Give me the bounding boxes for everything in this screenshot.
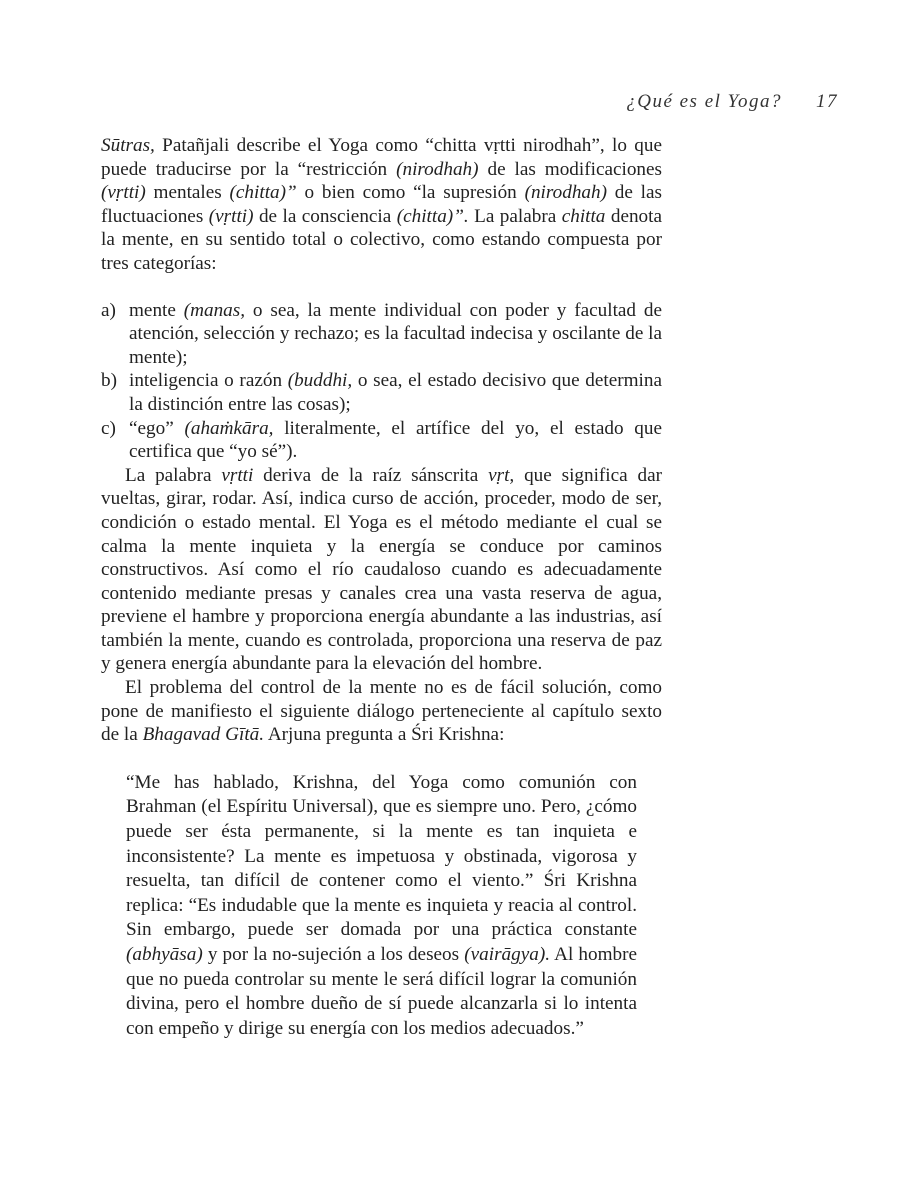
- list-a-t2: (manas,: [183, 299, 246, 321]
- list-item-c: [101, 417, 662, 464]
- list-label-a: a): [101, 299, 116, 321]
- quote-text: [126, 771, 637, 1042]
- page-body: [101, 134, 662, 1041]
- p1-t16: denota la mente, en su sentido total o colectivo, como estando compuesta por tres categorías:: [101, 205, 662, 274]
- list-a-t1: mente: [129, 299, 184, 321]
- p1-t8: o bien como “la supresión: [296, 182, 525, 204]
- paragraph-1: [101, 134, 662, 276]
- p1-t1: Sūtras,: [101, 135, 155, 156]
- p2-t5: que significa dar vueltas, girar, rodar. Así, indica curso de acción, proceder, modo de ser, condición o estado mental. El Yoga es el método mediante el cual se calma la mente inquieta y la energía se conduce por caminos constructivos. Así como el río caudaloso cuando es adecuadamente contenido mediante presas y canales crea una vasta reserva de agua, previene el hambre y proporciona energía abundante a las industrias, así también la mente, cuando es controlada, proporciona una reserva de paz y genera energía abundante para la elevación del hombre.: [101, 464, 662, 675]
- list-label-b: b): [101, 370, 117, 392]
- list-item-b: [101, 369, 662, 416]
- list-a-t3: o sea, la mente individual con poder y facultad de atención, selección y rechazo; es la facultad indecisa y oscilante de la mente);: [129, 299, 662, 368]
- category-list: [101, 299, 662, 464]
- p3-t3: Arjuna pregunta a Śri Krishna:: [264, 724, 505, 746]
- p2-t1: La palabra: [125, 464, 222, 486]
- p1-t5: (vṛtti): [101, 182, 146, 204]
- p1-t12: de la consciencia: [253, 205, 397, 227]
- list-b-t3: o sea, el estado decisivo que determina la distinción entre las cosas);: [129, 370, 662, 415]
- quote-t4: (vairāgya).: [464, 944, 551, 965]
- block-quote: [126, 771, 637, 1042]
- p1-t15: chitta: [561, 205, 606, 227]
- list-b-t1: inteligencia o razón: [129, 370, 288, 392]
- list-item-a: [101, 299, 662, 370]
- paragraph-2: [101, 464, 662, 676]
- list-c-t2: (ahaṁkāra,: [184, 417, 274, 439]
- quote-t2: (abhyāsa): [126, 944, 203, 965]
- quote-t1: “Me has hablado, Krishna, del Yoga como comunión con Brahman (el Espíritu Universal), que es siempre uno. Pero, ¿cómo puede ser ésta permanente, si la mente es tan inquieta e inconsistente? La mente es impetuosa y obstinada, vigorosa y resuelta, tan difícil de contener como el viento.” Śri Krishna replica: “Es indudable que la mente es inquieta y reacia al control. Sin embargo, puede ser domada por una práctica constante: [126, 771, 637, 941]
- p1-t3: (nirodhah): [396, 158, 479, 180]
- p1-t10: de las fluctuaciones: [101, 182, 662, 227]
- running-header: [0, 91, 838, 113]
- paragraph-3: [101, 676, 662, 747]
- list-b-t2: (buddhi,: [287, 370, 353, 392]
- p2-t4: vṛt,: [488, 464, 515, 486]
- list-label-c: c): [101, 417, 116, 439]
- page-number: 17: [816, 91, 838, 112]
- quote-t5: Al hombre que no pueda controlar su mente le será difícil lograr la comunión divina, pero el hombre dueño de sí puede alcanzarla si lo intenta con empeño y dirige su energía con los medios adecuados.”: [126, 944, 637, 1039]
- p3-t2: Bhagavad Gītā.: [142, 724, 265, 746]
- list-text-c: [129, 417, 662, 464]
- p1-t13: (chitta)”.: [396, 205, 469, 227]
- p1-t11: (vṛtti): [208, 205, 254, 227]
- p1-t14: La palabra: [468, 205, 562, 227]
- list-text-a: [129, 299, 662, 370]
- running-title: ¿Qué es el Yoga?: [626, 91, 782, 112]
- p2-t3: deriva de la raíz sánscrita: [253, 464, 489, 486]
- p2-t2: vṛtti: [221, 464, 254, 486]
- quote-t3: y por la no-sujeción a los deseos: [202, 944, 465, 965]
- p1-t9: (nirodhah): [524, 182, 607, 204]
- p1-t7: (chitta)”: [229, 182, 297, 204]
- p1-t4: de las modificaciones: [478, 158, 662, 180]
- p1-t2: Patañjali describe el Yoga como “chitta vṛtti nirodhah”, lo que puede traducirse por la “restricción: [101, 135, 662, 180]
- list-text-b: [129, 369, 662, 416]
- p3-t1: El problema del control de la mente no es de fácil solución, como pone de manifiesto el siguiente diálogo perteneciente al capítulo sexto de la: [101, 677, 662, 746]
- p1-t6: mentales: [145, 182, 230, 204]
- list-c-t3: literalmente, el artífice del yo, el estado que certifica que “yo sé”).: [129, 417, 662, 463]
- list-c-t1: “ego”: [129, 417, 185, 439]
